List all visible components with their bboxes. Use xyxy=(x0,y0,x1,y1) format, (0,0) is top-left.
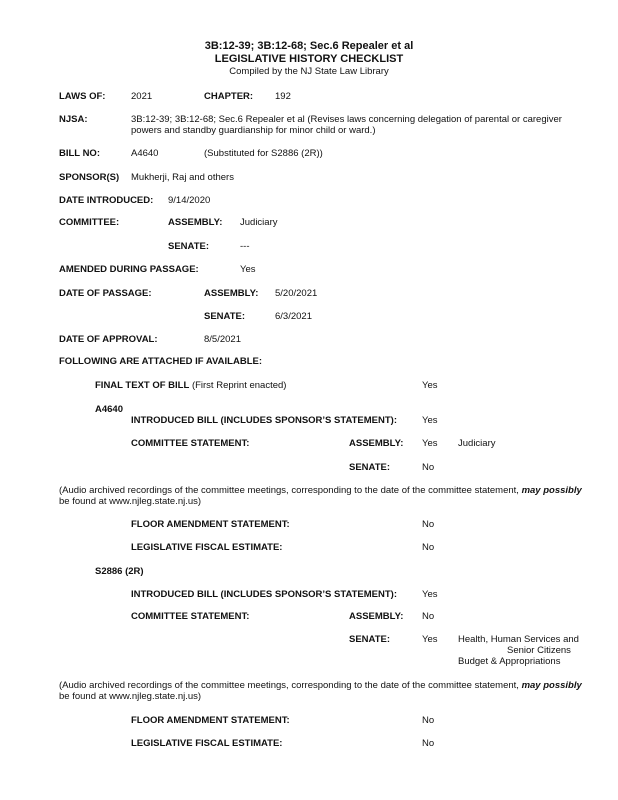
njsa-line-2: powers and standby guardianship for minor child or ward.) xyxy=(131,125,376,136)
final-text-label: FINAL TEXT OF BILL xyxy=(95,380,190,391)
s2886-stmt-assembly-value: No xyxy=(422,611,435,622)
committee-senate-value: --- xyxy=(240,241,250,252)
s2886-audio-note-line-1 xyxy=(59,680,582,691)
committee-assembly-label: ASSEMBLY: xyxy=(168,217,223,228)
committee-senate-label: SENATE: xyxy=(168,241,209,252)
passage-senate-value: 6/3/2021 xyxy=(275,311,312,322)
date-introduced-value: 9/14/2020 xyxy=(168,195,211,206)
a4640-fiscal-label: LEGISLATIVE FISCAL ESTIMATE: xyxy=(131,542,283,553)
s2886-bill-label: S2886 (2R) xyxy=(95,566,144,577)
a4640-bill-label: A4640 xyxy=(95,404,123,415)
passage-senate-label: SENATE: xyxy=(204,311,245,322)
laws-of-value: 2021 xyxy=(131,91,153,102)
a4640-fiscal-value: No xyxy=(422,542,435,553)
a4640-intro-label: INTRODUCED BILL (INCLUDES SPONSOR’S STATEMENT): xyxy=(131,415,397,426)
chapter-value: 192 xyxy=(275,91,291,102)
sponsor-label: SPONSOR(S) xyxy=(59,172,120,183)
date-passage-label: DATE OF PASSAGE: xyxy=(59,288,152,299)
s2886-audio-note-emphasis: may possibly xyxy=(521,680,582,691)
a4640-audio-note-emphasis: may possibly xyxy=(521,485,582,496)
a4640-audio-note-text: (Audio archived recordings of the committee meetings, corresponding to the date of the committee statement, xyxy=(59,485,519,496)
s2886-fiscal-label: LEGISLATIVE FISCAL ESTIMATE: xyxy=(131,738,283,749)
laws-of-label: LAWS OF: xyxy=(59,91,106,102)
amended-label: AMENDED DURING PASSAGE: xyxy=(59,264,199,275)
final-text-value: Yes xyxy=(422,380,438,391)
attached-heading: FOLLOWING ARE ATTACHED IF AVAILABLE: xyxy=(59,356,262,367)
s2886-senate-committee-1: Health, Human Services and xyxy=(458,634,579,645)
date-approval-label: DATE OF APPROVAL: xyxy=(59,334,158,345)
bill-no-note: (Substituted for S2886 (2R)) xyxy=(204,148,323,159)
a4640-stmt-assembly-committee: Judiciary xyxy=(458,438,496,449)
sponsor-value: Mukherji, Raj and others xyxy=(131,172,234,183)
s2886-senate-committee-2: Senior Citizens xyxy=(507,645,571,656)
committee-assembly-value: Judiciary xyxy=(240,217,278,228)
a4640-audio-note-line-2: be found at www.njleg.state.nj.us) xyxy=(59,496,202,507)
s2886-senate-committee-3: Budget & Appropriations xyxy=(458,656,561,667)
s2886-audio-note-text: (Audio archived recordings of the committee meetings, corresponding to the date of the committee statement, xyxy=(59,680,519,691)
a4640-committee-stmt-label: COMMITTEE STATEMENT: xyxy=(131,438,250,449)
a4640-floor-label: FLOOR AMENDMENT STATEMENT: xyxy=(131,519,290,530)
document-title: 3B:12-39; 3B:12-68; Sec.6 Repealer et al xyxy=(204,40,414,52)
a4640-stmt-senate-label: SENATE: xyxy=(349,462,390,473)
passage-assembly-value: 5/20/2021 xyxy=(275,288,318,299)
a4640-intro-value: Yes xyxy=(422,415,438,426)
committee-label: COMMITTEE: xyxy=(59,217,120,228)
a4640-audio-note-line-1 xyxy=(59,485,582,496)
s2886-fiscal-value: No xyxy=(422,738,435,749)
s2886-stmt-senate-label: SENATE: xyxy=(349,634,390,645)
s2886-stmt-senate-value: Yes xyxy=(422,634,438,645)
a4640-stmt-assembly-label: ASSEMBLY: xyxy=(349,438,404,449)
njsa-label: NJSA: xyxy=(59,114,88,125)
date-introduced-label: DATE INTRODUCED: xyxy=(59,195,154,206)
s2886-floor-label: FLOOR AMENDMENT STATEMENT: xyxy=(131,715,290,726)
bill-no-value: A4640 xyxy=(131,148,159,159)
a4640-stmt-assembly-value: Yes xyxy=(422,438,438,449)
document-subtitle: LEGISLATIVE HISTORY CHECKLIST xyxy=(214,53,404,65)
a4640-floor-value: No xyxy=(422,519,435,530)
s2886-intro-value: Yes xyxy=(422,589,438,600)
s2886-committee-stmt-label: COMMITTEE STATEMENT: xyxy=(131,611,250,622)
a4640-stmt-senate-value: No xyxy=(422,462,435,473)
s2886-intro-label: INTRODUCED BILL (INCLUDES SPONSOR’S STATEMENT): xyxy=(131,589,397,600)
s2886-stmt-assembly-label: ASSEMBLY: xyxy=(349,611,404,622)
njsa-line-1: 3B:12-39; 3B:12-68; Sec.6 Repealer et al (Revises laws concerning delegation of parental or caregiver xyxy=(131,114,562,125)
s2886-audio-note-line-2: be found at www.njleg.state.nj.us) xyxy=(59,691,202,702)
passage-assembly-label: ASSEMBLY: xyxy=(204,288,259,299)
final-text-note: (First Reprint enacted) xyxy=(191,380,287,391)
amended-value: Yes xyxy=(240,264,256,275)
compiled-by: Compiled by the NJ State Law Library xyxy=(229,66,389,77)
s2886-floor-value: No xyxy=(422,715,435,726)
chapter-label: CHAPTER: xyxy=(204,91,254,102)
date-approval-value: 8/5/2021 xyxy=(204,334,241,345)
bill-no-label: BILL NO: xyxy=(59,148,100,159)
final-text-row xyxy=(95,380,286,391)
